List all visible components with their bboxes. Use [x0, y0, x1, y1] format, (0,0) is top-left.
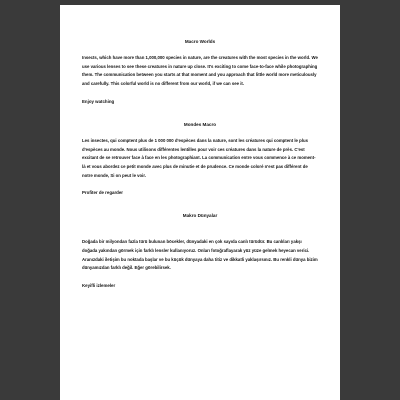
section-paragraph: Les insectes, qui comptent plus de 1 000 000 d'espèces dans la nature, sont les créatures qui comptent le plus d'espèces au monde. Nous utilisons différentes lentilles pour voir ces créatures dans la nature de près. C'est excitant de se retrouver face à face en les photographiant. La communication entre vous commence à ce moment-là et vous abordez ce petit monde avec plus de minutie et de prudence. Ce monde coloré n'est pas différent de notre monde, Si on peut le voir.: [82, 137, 316, 178]
section-footer: Keyifli izlemeler: [82, 283, 116, 289]
section-turkish: [82, 213, 318, 289]
document-page: [60, 5, 340, 400]
section-footer: Profiter de regarder: [82, 190, 123, 196]
section-title: Makro Dünyalar: [182, 213, 218, 219]
section-title: Macro Worlds: [184, 39, 216, 44]
section-footer: Enjoy watching: [82, 98, 115, 104]
section-french: [82, 122, 318, 197]
section-title: Mondes Macro: [183, 121, 217, 127]
section-paragraph: Insects, which have more than 1,000,000 species in nature, are the creatures with the most species in the world. We use various lenses to see these creatures in nature up close. It's exciting to come face-to-face while photographing them. The communication between you starts at that moment and you approach that little world more meticulously and carefully. This colorful world is no different from our world, if we can see it.: [82, 55, 318, 87]
section-paragraph: Doğada bir milyondan fazla türü bulunan böcekler, dünyadaki en çok sayıda canlı türüdür. Bu canlıları yakşı doğada yakından görmek için farklı lensler kullanıyoruz. Onları fotoğraflayarak yüz yüze gelmek heyecan verici. Aranızdaki iletişim bu noktada başlar ve bu küçük dünyaya daha titiz ve dikkatli yaklaşırsınız. Bu renkli dünya bizim dünyamızdan farklı değil. Eğer görebilirsek.: [82, 239, 318, 271]
section-english: [82, 39, 318, 105]
